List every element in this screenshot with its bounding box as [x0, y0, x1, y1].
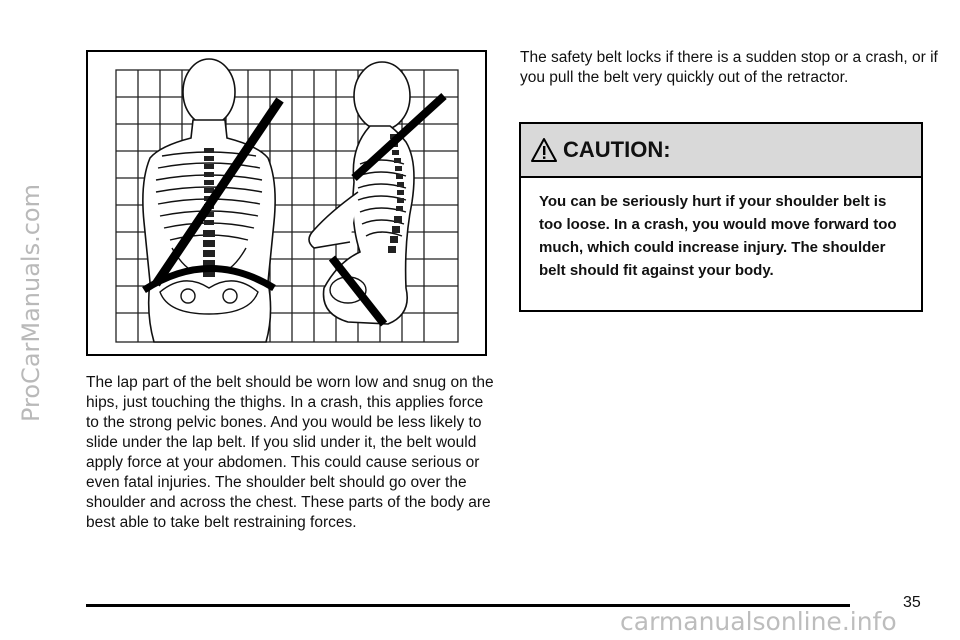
caution-triangle-icon	[531, 137, 557, 163]
lap-belt-paragraph: The lap part of the belt should be worn low and snug on the hips, just touching the thighs. In a crash, this applies force to the strong pelvic bones. And you would be less likely to slide under the lap belt. If you slid under it, the belt would apply force at your abdomen. This could cause serious or even fatal injuries. The shoulder belt should go over the shoulder and across the chest. These parts of the body are best able to take belt restraining forces.	[86, 374, 494, 531]
page-number: 35	[903, 594, 921, 611]
skeleton-seatbelt-figure	[86, 50, 487, 356]
belt-lock-paragraph: The safety belt locks if there is a sudden stop or a crash, or if you pull the belt very quickly out of the retractor.	[520, 49, 938, 86]
caution-body: You can be seriously hurt if your shoulder belt is too loose. In a crash, you would move forward too much, which could increase injury. The shoulder belt should fit against your body.	[539, 193, 897, 279]
side-watermark: ProCarManuals.com	[17, 184, 45, 423]
caution-header	[521, 124, 921, 178]
figure-illustration	[88, 52, 485, 354]
caution-title: CAUTION:	[563, 137, 671, 162]
bottom-watermark: carmanualsonline.info	[620, 607, 897, 636]
caution-box	[519, 122, 923, 312]
